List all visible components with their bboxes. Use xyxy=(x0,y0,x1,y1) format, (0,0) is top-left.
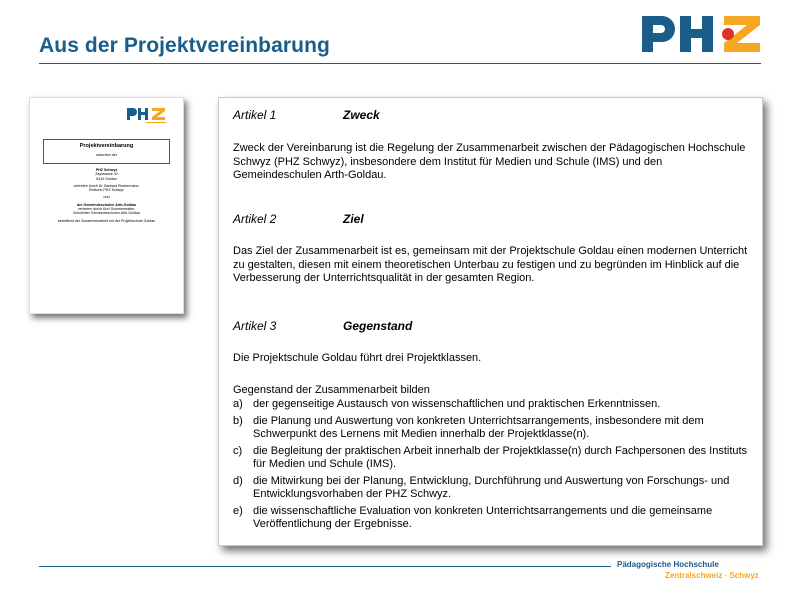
list-item-text: die Mitwirkung bei der Planung, Entwicklung, Durchführung und Auswertung von Forschungs- und Entwicklungsvorhaben der PHZ Schwyz. xyxy=(253,474,730,500)
article-number: Artikel 3 xyxy=(233,319,277,333)
list-marker: b) xyxy=(233,414,243,427)
thumbnail-line: Zaystrasse 42 xyxy=(95,172,118,177)
title-divider xyxy=(39,63,761,64)
footer-divider xyxy=(39,566,611,567)
thumbnail-line: der Gemeindeschulen Arth-Goldau xyxy=(76,202,137,207)
document-thumbnail xyxy=(29,97,184,314)
thumbnail-line: Schulleiter Gemeindeschulen Arth-Goldau xyxy=(73,211,140,216)
thumbnail-line: und xyxy=(103,195,110,200)
thumbnail-body xyxy=(40,168,173,223)
article-number: Artikel 1 xyxy=(233,108,277,122)
document-page xyxy=(218,97,763,546)
article-title: Zweck xyxy=(343,108,380,122)
phz-logo xyxy=(640,12,765,54)
article-title: Gegenstand xyxy=(343,319,413,333)
article-number: Artikel 2 xyxy=(233,212,277,226)
list-item-text: die wissenschaftliche Evaluation von konkreten Unterrichtsarrangements und die gemeinsame Veröffentlichung der Ergebnisse. xyxy=(253,504,713,530)
thumbnail-title-box xyxy=(43,139,170,164)
thumbnail-line: Rektorin PHZ Schwyz xyxy=(89,188,124,193)
footer-line-2: Zentralschweiz · Schwyz xyxy=(665,571,759,580)
list-item xyxy=(233,398,749,412)
article-3-intro: Die Projektschule Goldau führt drei Projektklassen. xyxy=(233,352,482,364)
list-item xyxy=(233,415,749,442)
list-item xyxy=(233,445,749,472)
list-marker: c) xyxy=(233,444,243,457)
thumbnail-line: betreffend der Zusammenarbeit mit der Projektschule Goldau xyxy=(57,218,156,223)
list-marker: d) xyxy=(233,474,243,487)
list-marker: e) xyxy=(233,504,243,517)
thumbnail-line: vertreten durch Kurt Summermatter, xyxy=(77,207,136,212)
page-title: Aus der Projektvereinbarung xyxy=(39,34,330,57)
article-2-text: Das Ziel der Zusammenarbeit ist es, gemeinsam mit der Projektschule Goldau einen modernen Unterricht zu gestalten, diesen mit einem theoretischen Unterbau zu festigen und zu begründen im Hinblick auf die Verbesserung der Unterrichtsqualität in der gesamten Region. xyxy=(233,245,748,284)
article-3-list-intro: Gegenstand der Zusammenarbeit bilden xyxy=(233,384,430,396)
list-item-text: die Planung und Auswertung von konkreten Unterrichtsarrangements, insbesondere mit dem Schwerpunkt des Lernens mit Medien innerhalb der Projektklasse(n). xyxy=(253,414,704,440)
list-item-text: der gegenseitige Austausch von wissenschaftlichen und praktischen Erkenntnissen. xyxy=(253,398,661,410)
list-item xyxy=(233,475,749,502)
list-item xyxy=(233,505,749,532)
article-3-list xyxy=(233,398,749,532)
footer-institution xyxy=(617,559,759,581)
thumbnail-title: Projektvereinbarung xyxy=(79,143,134,149)
article-1-text: Zweck der Vereinbarung ist die Regelung der Zusammenarbeit zwischen der Pädagogischen Hochschule Schwyz (PHZ Schwyz), insbesondere dem Institut für Medien und Schule (IMS) und den Gemeindeschulen Arth-Goldau. xyxy=(233,142,746,181)
thumbnail-line: 6410 Goldau xyxy=(96,176,117,181)
thumbnail-line: vertreten durch Dr. Barbara Reckermann, xyxy=(73,183,140,188)
article-title: Ziel xyxy=(343,212,364,226)
list-item-text: die Begleitung der praktischen Arbeit innerhalb der Projektklasse(n) durch Fachpersonen des Instituts für Medien und Schule (IMS). xyxy=(253,444,748,470)
list-marker: a) xyxy=(233,398,243,410)
footer-line-1: Pädagogische Hochschule xyxy=(617,560,719,569)
phz-logo-small xyxy=(126,106,168,126)
thumbnail-subtitle: zwischen der xyxy=(96,153,117,157)
thumbnail-line: PHZ Schwyz xyxy=(95,168,118,172)
